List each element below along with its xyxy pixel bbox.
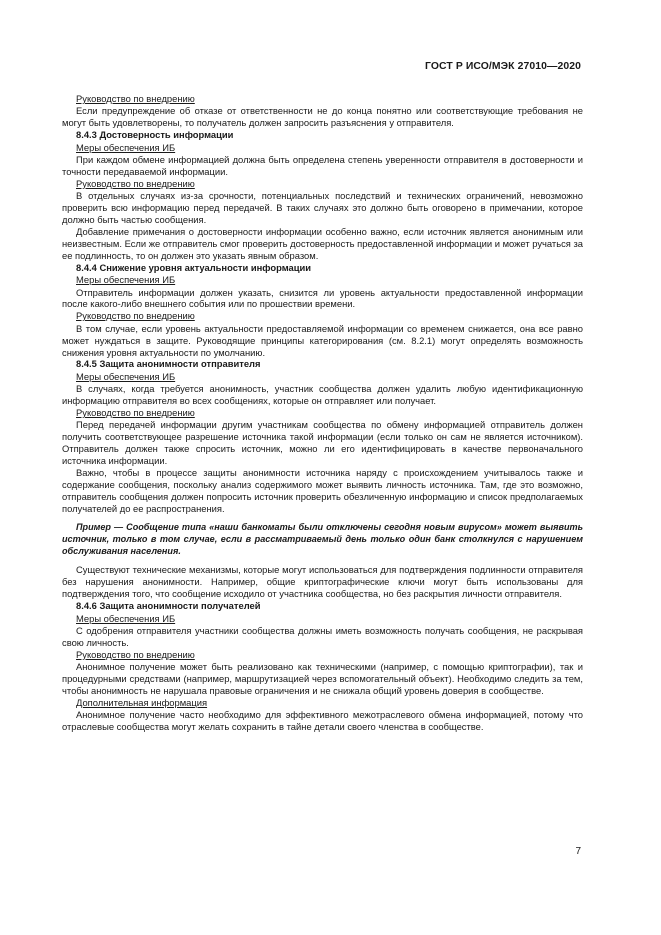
paragraph: В случаях, когда требуется анонимность, участник сообщества должен удалить любую идентификационную информацию отправителя во всех сообщениях, которые он отправляет или получает.: [62, 383, 583, 407]
paragraph: Отправитель информации должен указать, снизится ли уровень актуальности предоставленной информации после какого-либо внешнего события или по прошествии времени.: [62, 286, 583, 310]
paragraph: Анонимное получение может быть реализовано как техническими (например, с помощью криптографии), так и процедурными средствами (например, маршрутизацией через вспомогательный объект). Необходимо следить за тем, чтобы анонимность не нарушала правовые ограничения и не снижала общий уровень доверия в сообществе.: [62, 661, 583, 696]
subsection-label-text: Дополнительная информация: [76, 696, 208, 708]
subsection-label: [76, 697, 583, 709]
subsection-label-text: Меры обеспечения ИБ: [76, 141, 176, 153]
subsection-label: [76, 142, 583, 154]
paragraph: Существуют технические механизмы, которые могут использоваться для подтверждения подлинности отправителя без нарушения анонимности. Например, общие криптографические ключи могут быть использованы для подтверждения того, что сообщение исходило от участника сообщества, но без раскрытия личности отправителя.: [62, 564, 583, 600]
paragraph: В отдельных случаях из-за срочности, потенциальных последствий и технических ограничений, невозможно проверить всю информацию перед передачей. В таких случаях это должно быть оговорено в примечании, которое должно быть частью сообщения.: [62, 190, 583, 226]
subsection-label-text: Меры обеспечения ИБ: [76, 274, 176, 286]
subsection-label: [76, 178, 583, 190]
paragraph: Если предупреждение об отказе от ответственности не до конца понятно или соответствующие требования не могут быть удовлетворены, то получатель должен запросить разъяснения у отправителя.: [62, 105, 583, 129]
subsection-label-text: Меры обеспечения ИБ: [76, 612, 176, 624]
subsection-label: [76, 649, 583, 661]
document-header: ГОСТ Р ИСО/МЭК 27010—2020: [425, 61, 581, 72]
paragraph: Добавление примечания о достоверности информации особенно важно, если источник является анонимным или неизвестным. Если же отправитель смог проверить достоверность предоставленной информации и может ручаться за ее подлинность, то он должен это указать явным образом.: [62, 225, 583, 261]
paragraph: Перед передачей информации другим участникам сообщества по обмену информацией отправитель должен получить соответствующее разрешение источника такой информации (если только он сам не является источником). Отправитель должен также спросить источник, можно ли его идентифицировать в качестве первоначального источника информации.: [62, 419, 583, 467]
subsection-label-text: Руководство по внедрению: [76, 177, 195, 189]
document-body: [62, 93, 583, 733]
example-note: Пример — Сообщение типа «наши банкоматы были отключены сегодня новым вирусом» может выявить источник, только в том случае, если в рассматриваемый день только один банк столкнулся с нарушением обслуживания населения.: [62, 521, 583, 556]
subsection-label: [76, 310, 583, 322]
subsection-label-text: Руководство по внедрению: [76, 407, 195, 419]
subsection-label: [76, 407, 583, 419]
subsection-label-text: Руководство по внедрению: [76, 93, 195, 104]
page-number: 7: [575, 846, 581, 857]
section-heading: 8.4.4 Снижение уровня актуальности информации: [76, 261, 312, 273]
subsection-label: [76, 613, 583, 625]
subsection-label: [76, 371, 583, 383]
section-heading: 8.4.3 Достоверность информации: [76, 129, 234, 141]
subsection-label-text: Руководство по внедрению: [76, 648, 195, 660]
subsection-label-text: Руководство по внедрению: [76, 310, 195, 322]
subsection-label: [76, 93, 583, 105]
paragraph: При каждом обмене информацией должна быть определена степень уверенности отправителя в достоверности и точности передаваемой информации.: [62, 154, 583, 177]
section-heading: 8.4.6 Защита анонимности получателей: [76, 600, 261, 612]
paragraph: С одобрения отправителя участники сообщества должны иметь возможность получать сообщения, не раскрывая свою личность.: [62, 624, 583, 648]
paragraph: Важно, чтобы в процессе защиты анонимности источника наряду с происхождением учитывалось также и содержание сообщения, поскольку анализ содержимого может выявить личность источника. Там, где это возможно, отправитель сообщения должен попросить источник проверить обезличенную информацию и список предполагаемых получателей до ее распространения.: [62, 467, 583, 514]
paragraph: Анонимное получение часто необходимо для эффективного межотраслевого обмена информацией, потому что отраслевые сообщества могут желать сохранить в тайне детали своего членства в сообществе.: [62, 709, 583, 733]
subsection-label: [76, 274, 583, 286]
section-heading: 8.4.5 Защита анонимности отправителя: [76, 358, 261, 370]
subsection-label-text: Меры обеспечения ИБ: [76, 370, 176, 382]
paragraph: В том случае, если уровень актуальности предоставляемой информации со временем снижается, она все равно может нуждаться в защите. Руководящие принципы категорирования (см. 8.2.1) могут определять возможность снижения уровня актуальности по умолчанию.: [62, 322, 583, 358]
